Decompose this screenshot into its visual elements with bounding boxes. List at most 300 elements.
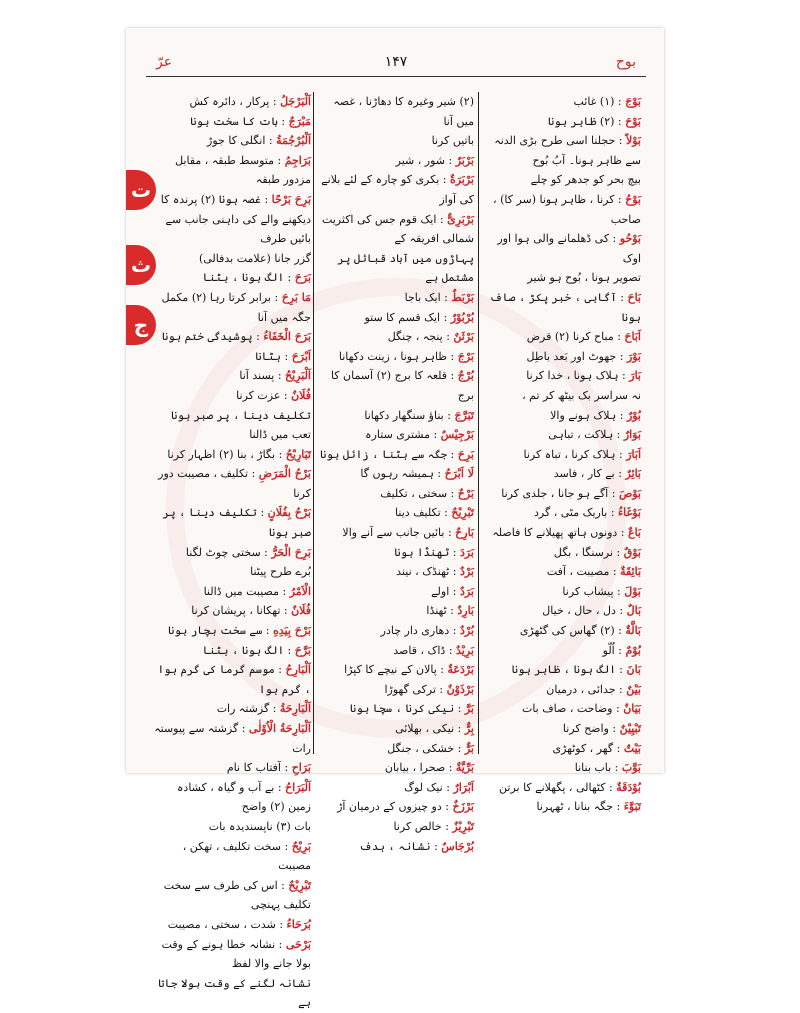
entry-definition: نیکی کرنا ، سچا ہونا: [349, 702, 455, 716]
dictionary-entry: بَرْحَ بِیَدِهِ : سے سخت بچار ہونا: [168, 624, 311, 638]
entry-definition: دل ، حال ، خیال: [542, 604, 616, 618]
entry-definition: الگ ہونا ، ہٹنا: [202, 271, 285, 285]
entry-headword: بَرَاجِمُ: [284, 153, 311, 167]
dictionary-entry: بَرْدَعَةٌ : پالان کے نیچے کا کپڑا: [344, 663, 474, 677]
dictionary-entry: بَاحَ : آگاہی ، خبر پکڑ ، صاف ہونا: [489, 290, 641, 324]
entry-definition: نرسنگا ، بگل: [553, 545, 614, 559]
entry-definition: باب بنانا: [574, 761, 612, 775]
entry-definition: دو چیزوں کے درمیان آڑ: [337, 800, 442, 814]
entry-definition: اولے: [431, 584, 450, 598]
entry-definition: بے کار ، فاسد: [553, 467, 615, 481]
entry-headword: بَوْحُ: [625, 192, 641, 206]
entry-definition: سے سخت بچار ہونا: [168, 624, 263, 638]
entry-definition: مصیبت میں ڈالنا: [203, 584, 279, 598]
dictionary-entry: بَرْبَرٌ : شور ، شیر: [395, 153, 474, 167]
entry-headword: بَرْبَرَةٌ: [449, 173, 474, 187]
dictionary-entry: بَرَدَ : ٹھنڈا ہونا: [394, 545, 474, 559]
dictionary-entry: تَبْرِیْحٌ : اس کی طرف سے سخت تکلیف پہنچی: [163, 878, 311, 912]
entry-headword: بِرٌّ: [464, 722, 474, 735]
entry-definition: پوشیدگی ختم ہونا: [161, 330, 253, 344]
entry-headword: بَالٌ: [626, 604, 641, 618]
entry-headword: بَارِحٌ: [455, 526, 474, 540]
column-divider: [313, 92, 314, 754]
dictionary-entry: بَرْحُ الْمَرَضِ : تکلیف ، مصیبت دور کرنا: [158, 467, 311, 500]
thumb-tab[interactable]: ت: [126, 170, 156, 210]
entry-definition: وضاحت ، صاف بات: [521, 702, 613, 716]
dictionary-entry: بُرْبُوْرٌ : ایک قسم کا ستو: [364, 310, 474, 324]
entry-definition: نشانہ خطا ہونے کے وقت بولا جانے والا لفظ: [161, 937, 311, 971]
entry-headword: بَارِدٌ: [457, 604, 474, 618]
entry-headword: اَلْبَارِحَةُ: [279, 702, 311, 716]
dictionary-entry: بَارِحٌ : بائیں جانب سے آنے والا: [342, 526, 474, 540]
dictionary-entry: اَلْبَارِحُ : موسم گرما کی گرم ہوا ، گرم ہوا: [157, 663, 311, 696]
entry-definition: تھکانا ، پریشان کرنا: [191, 604, 281, 618]
entry-headword: بَوْحَ: [625, 114, 641, 128]
entry-definition: خشکی ، جنگل: [387, 741, 455, 755]
entry-definition: (۲) ظاہر ہونا: [547, 114, 615, 128]
entry-headword: بَرِّیَّةٌ: [455, 761, 474, 775]
dictionary-entry: [151, 562, 311, 582]
dictionary-entry: [481, 386, 641, 406]
entry-definition: دونوں ہاتھ پھیلانے کا فاصلہ: [492, 526, 618, 540]
dictionary-entry: بَرٌّ : خشکی ، جنگل: [387, 741, 474, 755]
dictionary-entry: لَا اَبْرَحُ : ہمیشہ رہوں گا: [360, 467, 474, 481]
entry-headword: بَرِحَ بَرْحًا: [271, 192, 311, 206]
entry-definition: مباح کرنا (۲) قرض: [526, 330, 614, 344]
entry-definition: پالان کے نیچے کا کپڑا: [344, 663, 437, 677]
entry-headword: تَبْرِیْحٌ: [288, 878, 311, 892]
entry-definition: نہ سراسر بک بیٹھ کر تم ،: [522, 388, 641, 402]
dictionary-entry: بِرٌّ : نیکی ، بھلائی: [395, 722, 474, 735]
entry-headword: فُلَانٌ: [291, 388, 311, 402]
entry-headword: بَرِیْحٌ: [291, 839, 311, 853]
entry-definition: ایک باجا: [404, 290, 441, 304]
entry-headword: بَرْدٌ: [459, 565, 474, 579]
dictionary-entry: مَا بَرِحَ : برابر کرتا رہا (۲) مکمل: [161, 290, 311, 304]
entry-headword: تَبْرِیْحٌ: [451, 506, 474, 520]
entry-headword: بَرَحَ الْخَفَاءُ: [263, 330, 311, 344]
entry-definition: ڈاک ، قاصد: [393, 643, 446, 657]
dictionary-entry: بَوْلاً : حجلنا اسی طرح بڑی الدنہ: [494, 134, 641, 148]
entry-headword: تَبْرِیْزٌ: [452, 819, 474, 833]
entry-definition: (۱) غائب: [573, 95, 615, 108]
entry-definition: تکلیف دینا ، پر صبر ہونا: [162, 506, 311, 540]
entry-definition: بگاڑ ، بنا (۲) اظہار کرنا: [167, 447, 276, 461]
entry-definition: ٹھنڈا: [426, 604, 447, 618]
entry-headword: تَبَرَّجَ: [454, 408, 474, 422]
entry-headword: بَوَارٌ: [623, 428, 641, 442]
dictionary-entry: بَرَحَ الْخَفَاءُ : پوشیدگی ختم ہونا: [161, 330, 311, 344]
entry-definition: ہلاک ہونا ، خدا کرنا: [526, 369, 619, 383]
dictionary-entry: بُرْجَاسٌ : نشانہ ، ہدف: [359, 839, 474, 853]
entry-definition: بکری کو چارہ کے لئے بلانے کی آواز: [321, 173, 474, 206]
dictionary-entry: اَبَارَ : ہلاک کرنا ، تباہ کرنا: [523, 447, 641, 461]
entry-definition: جدائی ، درمیان: [546, 682, 616, 696]
page-number: ۱۴۷: [384, 54, 408, 70]
entry-headword: بَوْرَ: [626, 349, 641, 363]
entry-headword: بَرَاحِ: [291, 761, 311, 775]
dictionary-entry: [151, 406, 311, 426]
dictionary-entry: تَبْرِیْزٌ : خالص کرنا: [393, 819, 474, 833]
dictionary-entry: بَانَ : الگ ہونا ، ظاہر ہونا: [511, 663, 641, 677]
entry-definition: ٹھنڈک ، نیند: [396, 565, 450, 579]
dictionary-entry: مَبْرَجٌ : بات کا سخت ہونا: [190, 114, 311, 128]
entry-definition: کی ڈھلمانے والی ہوا اور اوک: [497, 232, 641, 265]
dictionary-entry: [151, 817, 311, 837]
column-middle: [316, 92, 474, 853]
header-right-word: بوح: [615, 54, 636, 70]
entry-headword: بَرْجِیْسٌ: [440, 428, 474, 442]
dictionary-entry: اَبَاحَ : مباح کرنا (۲) قرض: [526, 330, 641, 344]
entry-definition: گزشتہ رات: [216, 702, 270, 716]
entry-definition: دھاری دار چادر: [380, 624, 450, 638]
entry-definition: عزت کرنا: [236, 388, 281, 402]
entry-definition: کرنا ، ظاہر ہونا (سر کا) ، صاحب: [493, 192, 641, 226]
dictionary-entry: بَرِیْدٌ : ڈاک ، قاصد: [393, 643, 474, 657]
entry-headword: اَلْبَرِیْحُ: [285, 369, 311, 383]
entry-definition: ہلاکت ، تباہی: [548, 428, 614, 442]
dictionary-entry: بَرْزَخٌ : دو چیزوں کے درمیان آڑ: [337, 800, 474, 814]
dictionary-entry: [481, 151, 641, 171]
dictionary-entry: فُلَانٌ : عزت کرنا: [236, 388, 311, 402]
header-left-word: عرّ: [156, 54, 173, 70]
dictionary-entry: اَلْبَرْجَلُ : پرکار ، دائرہ کش: [189, 95, 311, 108]
entry-definition: پرکار ، دائرہ کش: [189, 95, 270, 108]
dictionary-entry: بَرَحَ : الگ ہونا ، ہٹنا: [202, 271, 311, 285]
entry-definition: برابر کرتا رہا (۲) مکمل: [161, 290, 271, 304]
dictionary-entry: بَرِحَ بَرْحًا : غصہ ہونا (۲) پرندہ کا: [160, 192, 311, 206]
dictionary-entry: بَوَارٌ : ہلاکت ، تباہی: [548, 428, 641, 442]
dictionary-entry: بَرِحَ : جگہ سے ہٹنا ، زائل ہونا: [320, 447, 474, 461]
entry-headword: بَرْبَرِیٌّ: [447, 212, 474, 226]
dictionary-entry: اَلْبَارِحَةُ : گزشتہ رات: [216, 702, 311, 716]
dictionary-entry: [151, 425, 311, 445]
dictionary-entry: بَاعٌ : دونوں ہاتھ پھیلانے کا فاصلہ: [492, 526, 641, 540]
dictionary-entry: بُوْمٌ : اُلّو: [602, 643, 641, 657]
entry-headword: اَبَاحَ: [624, 330, 641, 344]
entry-headword: بَیَانٌ: [623, 702, 641, 716]
dictionary-entry: بَرَّحَ : الگ ہونا ، ہٹنا: [202, 643, 311, 657]
entry-headword: فُلَانٌ: [291, 604, 311, 618]
column-divider: [478, 92, 479, 754]
dictionary-entry: تَبَوَّءَ : جگہ بنانا ، ٹھہرنا: [536, 800, 641, 814]
thumb-tab[interactable]: ث: [126, 245, 156, 285]
entry-definition: پیشاب کرنا: [562, 584, 614, 598]
dictionary-entry: بَرْحُ بِفُلَانٍ : تکلیف دینا ، پر صبر ہونا: [162, 506, 311, 540]
dictionary-entry: [481, 170, 641, 190]
dictionary-entry: بَوْحُ : کرنا ، ظاہر ہونا (سر کا) ، صاحب: [493, 192, 641, 226]
entry-definition: ایک قوم جس کی اکثریت شمالی افریقہ کے: [321, 212, 474, 246]
entry-headword: بُرَحَاءُ: [286, 917, 311, 931]
entry-headword: بَرِیْدٌ: [456, 643, 474, 657]
dictionary-entry: بَرْبَطٌ : ایک باجا: [404, 290, 474, 304]
entry-headword: بَرَّحَ: [294, 643, 311, 657]
entry-headword: بُرْجَاسٌ: [441, 839, 474, 853]
entry-headword: بَرْثَنٌ: [453, 330, 474, 344]
entry-headword: بَاحَ: [627, 290, 641, 304]
dictionary-entry: بَیْنٌ : جدائی ، درمیان: [546, 682, 641, 696]
entry-headword: مَبْرَجٌ: [288, 114, 311, 128]
dictionary-entry: بَرِّیَّةٌ : صحرا ، بیابان: [384, 761, 474, 775]
dictionary-entry: الْاَمْرُ : مصیبت میں ڈالنا: [203, 584, 311, 598]
entry-headword: بَوْلاً: [625, 134, 641, 148]
dictionary-entry: [481, 268, 641, 288]
entry-headword: اَلْبَرْجَلُ: [280, 95, 311, 108]
dictionary-entry: بَوْقٌ : نرسنگا ، بگل: [553, 545, 641, 559]
entry-definition: موسم گرما کی گرم ہوا ، گرم ہوا: [157, 663, 311, 696]
entry-definition: شور ، شیر: [395, 153, 446, 167]
entry-headword: بَوْحُو: [619, 232, 641, 246]
dictionary-entry: بَرْحَى : نشانہ خطا ہونے کے وقت بولا جانے والا لفظ: [161, 937, 311, 971]
entry-definition: واضح کرنا: [562, 722, 609, 735]
dictionary-entry: فُلَانٌ : تھکانا ، پریشان کرنا: [191, 604, 311, 618]
entry-headword: بَرْبَطٌ: [451, 290, 474, 304]
dictionary-entry: بَرْحٌ : سختی ، تکلیف: [380, 486, 474, 500]
dictionary-entry: [316, 131, 474, 151]
dictionary-entry: بَوْجَ : (۱) غائب: [573, 95, 641, 108]
entry-definition: گزر جانا (علامت بدفالی): [198, 251, 311, 265]
entry-headword: بَائِقَةٌ: [620, 565, 641, 579]
dictionary-entry: [151, 249, 311, 269]
entry-headword: بَرْحٌ: [457, 486, 474, 500]
entry-definition: سے ظاہر ہونا۔ آبُ بُوح: [532, 153, 641, 167]
dictionary-entry: بُرْدٌ : دھاری دار چادر: [380, 624, 474, 638]
dictionary-entry: اَلْبَارِحَةُ الْاُوْلٰی : گزشتہ سے پیوستہ رات: [154, 722, 311, 755]
entry-definition: ہلاک کرنا ، تباہ کرنا: [523, 447, 616, 461]
dictionary-entry: بَائِقَةٌ : مصیبت ، آفت: [546, 565, 641, 579]
entry-definition: نشانہ لگنے کے وقت بولا جاتا ہے: [158, 976, 311, 1010]
entry-headword: بَارَ: [629, 369, 641, 383]
dictionary-entry: بَرْجِیْسٌ : مشتری ستارہ: [365, 428, 474, 442]
entry-definition: آگاہی ، خبر پکڑ ، صاف ہونا: [489, 290, 641, 324]
thumb-tab[interactable]: ج: [126, 305, 156, 345]
entry-definition: پسند آنا: [239, 369, 275, 383]
dictionary-entry: [151, 974, 311, 1013]
entry-definition: الگ ہونا ، ہٹنا: [202, 643, 285, 657]
dictionary-entry: بُرْجٌ : قلعہ کا برج (۲) آسمان کا برج: [330, 369, 474, 402]
entry-headword: بَیْتٌ: [623, 741, 641, 755]
entry-definition: مصیبت ، آفت: [546, 565, 610, 579]
entry-headword: بَانَ: [626, 663, 641, 677]
dictionary-entry: بَالٌ : دل ، حال ، خیال: [542, 604, 641, 618]
dictionary-entry: اَلْبَرِیْحُ : پسند آنا: [239, 369, 311, 383]
entry-definition: ہمیشہ رہوں گا: [360, 467, 434, 481]
dictionary-entry: اَبْرَحَ : ہٹانا: [255, 349, 311, 363]
entry-headword: بَوْجَ: [625, 95, 641, 108]
entry-definition: سختی چوٹ لگنا: [185, 545, 261, 559]
entry-definition: تعب میں ڈالنا: [249, 428, 311, 442]
entry-definition: متوسط طبقہ ، مقابل مزدور طبقہ: [175, 153, 311, 187]
dictionary-entry: بَالَّةٌ : (۲) گھاس کی گٹھڑی: [519, 624, 641, 638]
entry-headword: بَرٌّ: [464, 741, 474, 755]
entry-definition: سختی ، تکلیف: [380, 486, 448, 500]
entry-definition: ٹھنڈا ہونا: [394, 545, 450, 559]
entry-definition: بُرے طرح پیٹنا: [250, 565, 311, 579]
dictionary-entry: بَوْرَ : جھوٹ اور بَعد باطِل: [526, 349, 641, 363]
entry-definition: تکلیف دینا: [395, 506, 441, 520]
entry-definition: دیکھنے والے کی داہنی جانب سے بائیں طرف: [165, 212, 311, 246]
entry-headword: بَرَّ: [464, 702, 474, 716]
dictionary-entry: بَوْصَ : آگے ہو جانا ، جلدی کرنا: [501, 486, 641, 500]
dictionary-entry: بَرْجَ : ظاہر ہونا ، زینت دکھانا: [338, 349, 474, 363]
dictionary-entry: بَوَّبَ : باب بنانا: [574, 761, 641, 775]
entry-headword: بَرْذَوْنٌ: [446, 682, 474, 696]
entry-headword: اَبْرَارٌ: [453, 780, 474, 794]
entry-headword: بَرْحَى: [285, 937, 311, 951]
entry-definition: پنجہ ، چنگل: [387, 330, 443, 344]
entry-headword: تَبْیِیْنٌ: [619, 722, 641, 735]
dictionary-entry: بُوْرٌ : ہلاک ہونے والا: [550, 408, 641, 422]
dictionary-entry: [316, 249, 474, 288]
entry-definition: اس کی طرف سے سخت تکلیف پہنچی: [163, 878, 311, 912]
dictionary-entry: بَیْتٌ : گھر ، کوٹھڑی: [552, 741, 641, 755]
dictionary-entry: بَرِحَ الْحَرُّ : سختی چوٹ لگنا: [185, 545, 311, 559]
entry-headword: بَاعٌ: [628, 526, 641, 540]
dictionary-entry: بَرِیْحٌ : سخت تکلیف ، تھکن ، مصیبت: [182, 839, 311, 873]
entry-definition: بات کا سخت ہونا: [190, 114, 278, 128]
entry-headword: تَبَارِیْحُ: [285, 447, 311, 461]
entry-headword: اَلْبُرْجُمَةُ: [276, 134, 311, 148]
entry-definition: باتیں کرنا: [431, 134, 474, 148]
dictionary-entry: بَیَانٌ : وضاحت ، صاف بات: [521, 702, 641, 716]
entry-definition: ہٹانا: [255, 349, 281, 363]
entry-definition: ایک قسم کا ستو: [364, 310, 441, 324]
entry-headword: بَرَدَ: [459, 545, 474, 559]
entry-definition: آفتاب کا نام: [226, 761, 281, 775]
entry-definition: تکلیف دینا ، پر صبر ہونا: [171, 408, 311, 422]
entry-definition: گزشتہ سے پیوستہ رات: [154, 722, 311, 755]
entry-headword: بَوْلَ: [624, 584, 641, 598]
entry-headword: بَرَدٌ: [459, 584, 474, 598]
entry-headword: اَلْبَارِحُ: [285, 663, 311, 677]
dictionary-entry: بَرَّ : نیکی کرنا ، سچا ہونا: [349, 702, 474, 716]
entry-definition: بائیں جانب سے آنے والا: [342, 526, 445, 540]
dictionary-entry: بَوْغَاءُ : باریک مٹی ، گرد: [534, 506, 641, 520]
entry-definition: تصویر ہونا ، بُوح ہو شیر: [527, 271, 641, 285]
dictionary-entry: بَارِدٌ : ٹھنڈا: [426, 604, 474, 618]
entry-definition: شدت ، سختی ، مصیبت: [167, 917, 276, 931]
entry-headword: بُوْدَقَةٌ: [616, 780, 641, 794]
dictionary-entry: بَرَاحِ : آفتاب کا نام: [226, 761, 311, 775]
entry-definition: الگ ہونا ، ظاہر ہونا: [511, 663, 616, 677]
dictionary-entry: بَرْبَرَةٌ : بکری کو چارہ کے لئے بلانے کی آواز: [321, 173, 474, 206]
entry-headword: بَائِرٌ: [625, 467, 641, 481]
entry-headword: مَا بَرِحَ: [281, 290, 311, 304]
entry-headword: بُرْجٌ: [457, 369, 474, 383]
entry-headword: اَبْرَحَ: [291, 349, 311, 363]
dictionary-entry: بَرْدٌ : ٹھنڈک ، نیند: [396, 565, 474, 579]
dictionary-entry: بَرْبَرِیٌّ : ایک قوم جس کی اکثریت شمالی افریقہ کے: [321, 212, 474, 246]
entry-headword: بَرْحُ الْمَرَضِ: [258, 467, 311, 481]
entry-definition: گھر ، کوٹھڑی: [552, 741, 614, 755]
entry-definition: غصہ ہونا (۲) پرندہ کا: [160, 192, 261, 206]
entry-headword: بُوْمٌ: [625, 643, 641, 657]
entry-headword: بَرْحَ بِیَدِهِ: [273, 624, 311, 638]
dictionary-entry: تَبَرَّجَ : بناؤ سنگھار دکھانا: [364, 408, 474, 422]
entry-definition: آگے ہو جانا ، جلدی کرنا: [501, 486, 609, 500]
entry-headword: بَرْجَ: [457, 349, 474, 363]
entry-headword: بُرْبُوْرٌ: [450, 310, 474, 324]
entry-headword: بَرْحُ بِفُلَانٍ: [267, 506, 311, 520]
entry-headword: لَا اَبْرَحُ: [444, 467, 474, 481]
entry-definition: بات (۳) ناپسندیدہ بات: [208, 819, 311, 833]
entry-headword: بَالَّةٌ: [625, 624, 641, 638]
dictionary-entry: بُوْدَقَةٌ : کٹھالی ، پگھلانے کا برتن: [499, 780, 641, 794]
entry-headword: بَرْزَخٌ: [452, 800, 474, 814]
entry-definition: جگہ بنانا ، ٹھہرنا: [536, 800, 614, 814]
entry-definition: حجلنا اسی طرح بڑی الدنہ: [494, 134, 616, 148]
entry-headword: اَبَارَ: [626, 447, 641, 461]
entry-definition: (۲) شیر وغیرہ کا دھاڑنا ، غصہ میں آنا: [333, 95, 474, 128]
entry-definition: اُلّو: [602, 643, 615, 657]
entry-definition: نشانہ ، ہدف: [359, 839, 431, 853]
entry-definition: جگہ میں آنا: [257, 310, 311, 324]
entry-headword: بَرِحَ الْحَرُّ: [271, 545, 311, 559]
entry-definition: بے آب و گیاہ ، کشادہ زمین (۲) واضح: [176, 780, 311, 814]
entry-definition: سخت تکلیف ، تھکن ، مصیبت: [182, 839, 311, 873]
entry-definition: بناؤ سنگھار دکھانا: [364, 408, 444, 422]
header-rule: [146, 76, 646, 77]
entry-headword: بَرِحَ: [457, 447, 474, 461]
dictionary-entry: بَوْحَ : (۲) ظاہر ہونا: [547, 114, 641, 128]
entry-definition: پہاڑوں میں آباد قبائل پر مشتمل ہے: [337, 251, 474, 285]
dictionary-entry: بَرْذَوْنٌ : ترکی گھوڑا: [384, 682, 474, 696]
entry-headword: بَوْصَ: [618, 486, 641, 500]
entry-headword: بَوْغَاءُ: [617, 506, 641, 520]
dictionary-entry: تَبَارِیْحُ : بگاڑ ، بنا (۲) اظہار کرنا: [167, 447, 311, 461]
dictionary-entry: بَوْحُو : کی ڈھلمانے والی ہوا اور اوک: [497, 232, 641, 265]
dictionary-entry: [151, 210, 311, 249]
dictionary-entry: بُرَحَاءُ : شدت ، سختی ، مصیبت: [167, 917, 311, 931]
dictionary-entry: اَبْرَارٌ : نیک لوگ: [404, 780, 474, 794]
entry-definition: جھوٹ اور بَعد باطِل: [526, 349, 617, 363]
entry-definition: بیچ بحر کو جدھر کو چلے: [530, 173, 641, 187]
dictionary-entry: بَرَاجِمُ : متوسط طبقہ ، مقابل مزدور طبقہ: [175, 153, 311, 187]
entry-definition: (۲) گھاس کی گٹھڑی: [519, 624, 615, 638]
entry-headword: تَبَوَّءَ: [623, 800, 641, 814]
entry-headword: اَلْبَرَاحُ: [285, 780, 311, 794]
dictionary-page: [126, 28, 664, 1010]
entry-definition: خالص کرنا: [393, 819, 442, 833]
entry-definition: قلعہ کا برج (۲) آسمان کا برج: [330, 369, 474, 402]
entry-definition: انگلی کا جوڑ: [207, 134, 266, 148]
entry-definition: باریک مٹی ، گرد: [534, 506, 608, 520]
entry-headword: بَرْبَرٌ: [455, 153, 474, 167]
dictionary-entry: اَلْبُرْجُمَةُ : انگلی کا جوڑ: [207, 134, 311, 148]
dictionary-entry: تَبْرِیْحٌ : تکلیف دینا: [395, 506, 474, 520]
column-right: [481, 92, 641, 814]
dictionary-entry: [151, 308, 311, 328]
entry-definition: نیکی ، بھلائی: [395, 722, 455, 735]
dictionary-entry: بَوْلَ : پیشاب کرنا: [562, 584, 641, 598]
entry-definition: ہلاک ہونے والا: [550, 408, 617, 422]
entry-headword: اَلْبَارِحَةُ الْاُوْلٰی: [248, 722, 311, 735]
dictionary-entry: [316, 92, 474, 131]
entry-definition: ظاہر ہونا ، زینت دکھانا: [338, 349, 448, 363]
dictionary-entry: بَرْثَنٌ : پنجہ ، چنگل: [387, 330, 474, 344]
column-left: [151, 92, 311, 1010]
entry-definition: ترکی گھوڑا: [384, 682, 436, 696]
entry-headword: الْاَمْرُ: [289, 584, 311, 598]
entry-headword: بُوْرٌ: [626, 408, 641, 422]
entry-headword: بَرْدَعَةٌ: [447, 663, 474, 677]
page-header: [146, 50, 646, 78]
dictionary-entry: بَرَدٌ : اولے: [431, 584, 474, 598]
entry-headword: بُرْدٌ: [459, 624, 474, 638]
entry-headword: بَیْنٌ: [626, 682, 641, 696]
dictionary-entry: بَائِرٌ : بے کار ، فاسد: [553, 467, 641, 481]
dictionary-entry: اَلْبَرَاحُ : بے آب و گیاہ ، کشادہ زمین (۲) واضح: [176, 780, 311, 814]
